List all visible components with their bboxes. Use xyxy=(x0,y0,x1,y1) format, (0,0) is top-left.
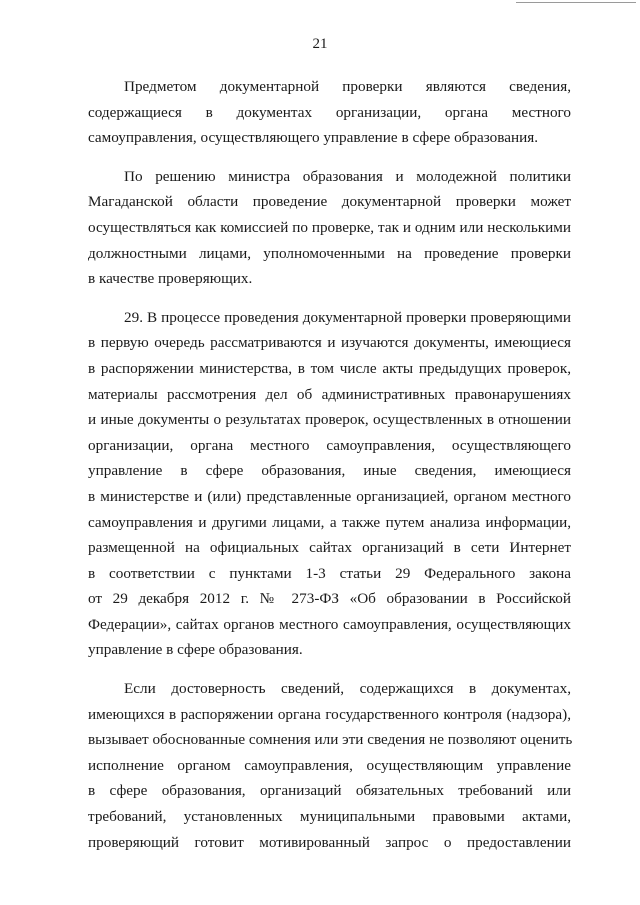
paragraph-gap xyxy=(88,151,571,164)
text-line: в распоряжении министерства, в том числе акты предыдущих проверок, xyxy=(88,359,571,377)
text-line: имеющихся в распоряжении органа государственного контроля (надзора), xyxy=(88,705,571,723)
text-line: управление в сфере образования, иные сведения, имеющиеся xyxy=(88,462,571,480)
paragraph-subject-of-inspection xyxy=(88,74,571,151)
text-line: требований, установленных муниципальными правовыми актами, xyxy=(88,808,571,826)
paragraph-minister-decision xyxy=(88,164,571,292)
scan-edge-line xyxy=(516,2,636,3)
page-number: 21 xyxy=(312,36,328,52)
text-line: По решению министра образования и молодежной политики xyxy=(124,167,571,185)
paragraph-clause-29 xyxy=(88,305,571,663)
text-line: 29. В процессе проведения документарной проверки проверяющими xyxy=(124,308,571,326)
text-line: самоуправления и другими лицами, а также путем анализа информации, xyxy=(88,513,571,531)
text-line: материалы рассмотрения дел об административных правонарушениях xyxy=(88,385,571,403)
text-line: должностными лицами, уполномоченными на проведение проверки xyxy=(88,244,571,262)
text-line: в министерстве и (или) представленные организацией, органом местного xyxy=(88,487,571,505)
text-line: и иные документы о результатах проверок, осуществленных в отношении xyxy=(88,411,571,429)
paragraph-gap xyxy=(88,663,571,676)
text-line: вызывает обоснованные сомнения или эти сведения не позволяют оценить xyxy=(88,731,573,749)
text-line: Магаданской области проведение документарной проверки может xyxy=(88,193,571,211)
text-line: в качестве проверяющих. xyxy=(88,270,253,288)
text-line: осуществляться как комиссией по проверке, так и одним или несколькими xyxy=(88,218,571,236)
text-line: Если достоверность сведений, содержащихся в документах, xyxy=(124,680,571,698)
text-line: Предметом документарной проверки являются сведения, xyxy=(124,78,571,95)
text-line: в соответствии с пунктами 1-3 статьи 29 Федерального закона xyxy=(88,564,571,582)
document-body xyxy=(88,74,571,855)
text-line: исполнение органом самоуправления, осуществляющим управление xyxy=(88,756,571,774)
text-line: самоуправления, осуществляющего управление в сфере образования. xyxy=(88,129,538,147)
text-line: размещенной на официальных сайтах организаций в сети Интернет xyxy=(88,539,571,557)
paragraph-gap xyxy=(88,292,571,305)
text-line: от 29 декабря 2012 г. № 273-ФЗ «Об образовании в Российской xyxy=(88,590,571,608)
paragraph-reliability-doubts xyxy=(88,676,571,855)
text-line: Федерации», сайтах органов местного самоуправления, осуществляющих xyxy=(88,615,571,633)
text-line: проверяющий готовит мотивированный запрос о предоставлении xyxy=(88,833,571,851)
text-line: управление в сфере образования. xyxy=(88,641,303,659)
text-line: организации, органа местного самоуправления, осуществляющего xyxy=(88,436,571,454)
text-line: в сфере образования, организаций обязательных требований или xyxy=(88,782,571,800)
text-line: содержащиеся в документах организации, органа местного xyxy=(88,103,571,121)
text-line: в первую очередь рассматриваются и изучаются документы, имеющиеся xyxy=(88,334,571,352)
